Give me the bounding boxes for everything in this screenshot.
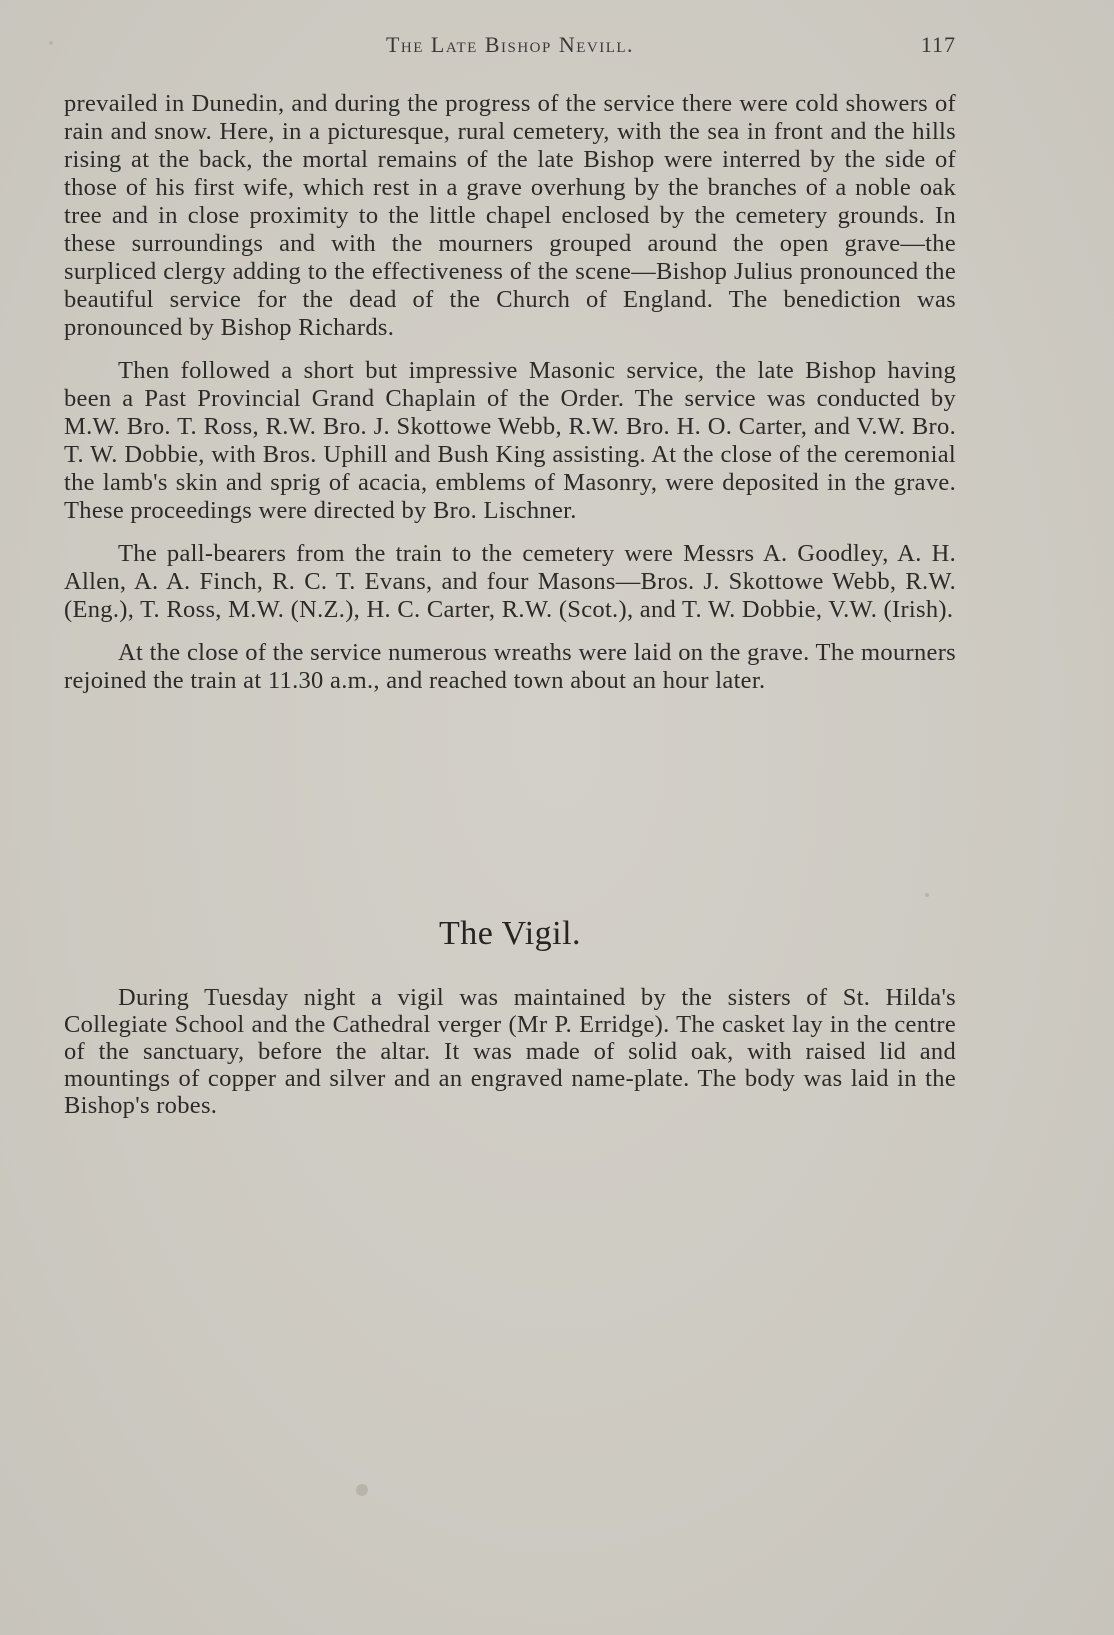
section-body <box>64 984 956 1119</box>
paper-speck <box>49 41 53 45</box>
paper-speck <box>925 893 929 897</box>
paragraph-continued: prevailed in Dunedin, and during the progress of the service there were cold showers of rain and snow. Here, in a picturesque, rural cemetery, with the sea in front and the hills rising at the back, the mortal remains of the late Bishop were interred by the side of those of his first wife, which rest in a grave overhung by the branches of a noble oak tree and in close proximity to the little chapel enclosed by the cemetery grounds. In these surroundings and with the mourners grouped around the open grave—the surpliced clergy adding to the effectiveness of the scene—Bishop Julius pronounced the beautiful service for the dead of the Church of England. The benediction was pronounced by Bishop Richards. <box>64 90 956 341</box>
paragraph-masonic-service: Then followed a short but impressive Masonic service, the late Bishop having been a Past Provincial Grand Chaplain of the Order. The service was conducted by M.W. Bro. T. Ross, R.W. Bro. J. Skottowe Webb, R.W. Bro. H. O. Carter, and V.W. Bro. T. W. Dobbie, with Bros. Uphill and Bush King assisting. At the close of the ceremonial the lamb's skin and sprig of acacia, emblems of Masonry, were deposited in the grave. These proceedings were directed by Bro. Lischner. <box>64 357 956 524</box>
paragraph-wreaths: At the close of the service numerous wreaths were laid on the grave. The mourners rejoined the train at 11.30 a.m., and reached town about an hour later. <box>64 639 956 694</box>
page-number: 117 <box>920 32 956 57</box>
body-text <box>64 90 956 710</box>
paragraph-pall-bearers: The pall-bearers from the train to the cemetery were Messrs A. Goodley, A. H. Allen, A. A. Finch, R. C. T. Evans, and four Masons—Bros. J. Skottowe Webb, R.W. (Eng.), T. Ross, M.W. (N.Z.), H. C. Carter, R.W. (Scot.), and T. W. Dobbie, V.W. (Irish). <box>64 540 956 623</box>
running-head <box>64 32 956 68</box>
paragraph-vigil: During Tuesday night a vigil was maintained by the sisters of St. Hilda's Collegiate School and the Cathedral verger (Mr P. Erridge). The casket lay in the centre of the sanctuary, before the altar. It was made of solid oak, with raised lid and mountings of copper and silver and an engraved name-plate. The body was laid in the Bishop's robes. <box>64 984 956 1119</box>
running-head-title: The Late Bishop Nevill. <box>385 32 635 57</box>
paper-speck <box>356 1484 368 1496</box>
section-title: The Vigil. <box>438 915 582 952</box>
